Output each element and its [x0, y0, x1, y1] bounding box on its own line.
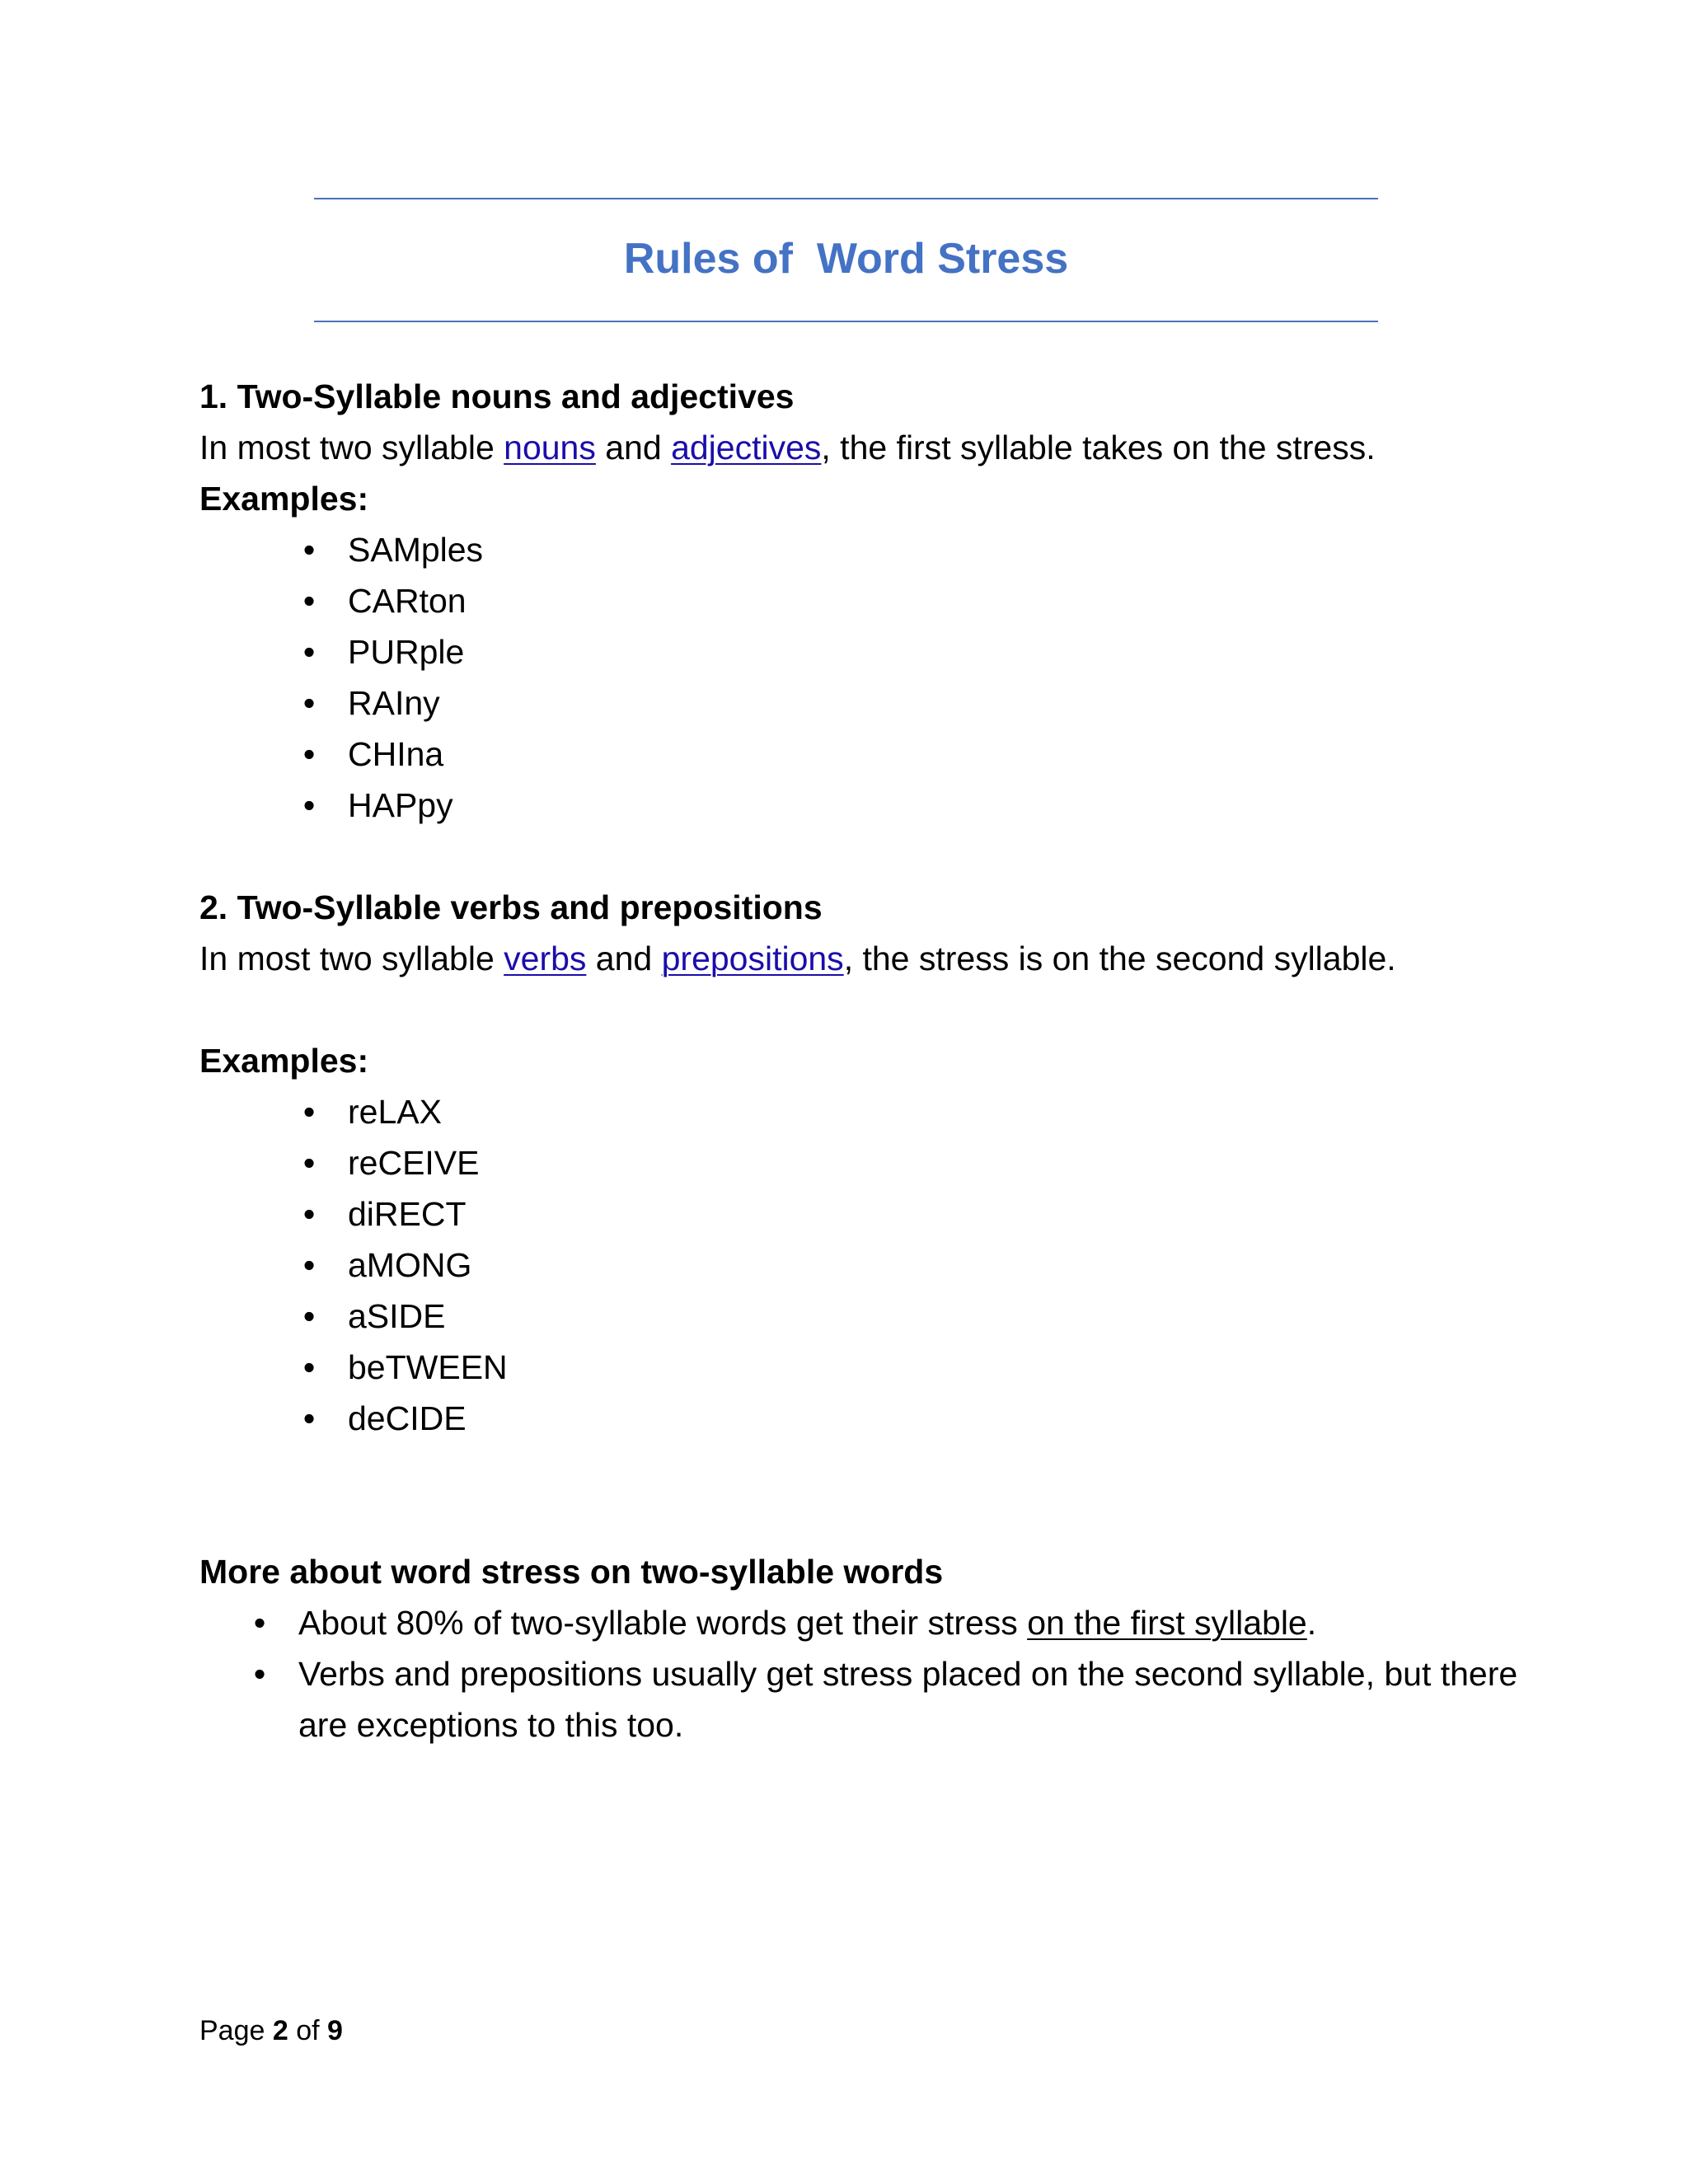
section2-text-before: In most two syllable — [199, 940, 504, 977]
list-item — [199, 1393, 1518, 1444]
bullet1-text-before: About 80% of two-syllable words get their stress — [298, 1604, 1028, 1642]
example-word: CARton — [348, 582, 467, 620]
bullet-icon: • — [302, 1144, 316, 1182]
footer-current-page: 2 — [272, 2015, 288, 2046]
section1-text-after: , the first syllable takes on the stress. — [821, 429, 1376, 466]
section2-heading: 2. Two-Syllable verbs and prepositions — [199, 888, 823, 926]
list-item — [199, 626, 1518, 677]
bullet-icon: • — [302, 1195, 316, 1233]
list-item — [199, 1240, 1518, 1291]
example-word: CHIna — [348, 735, 444, 773]
bullet-icon: • — [302, 1246, 316, 1284]
list-item — [199, 575, 1518, 626]
list-item — [199, 780, 1518, 831]
adjectives-link[interactable]: adjectives — [671, 429, 822, 466]
example-word: RAIny — [348, 684, 440, 722]
section2-examples-list — [199, 1086, 1518, 1444]
section2-examples-label: Examples: — [199, 1042, 369, 1080]
bullet-icon: • — [302, 531, 316, 569]
section2-text-mid: and — [586, 940, 662, 977]
nouns-link[interactable]: nouns — [504, 429, 596, 466]
spacer — [199, 984, 1518, 1035]
list-item — [199, 1648, 1535, 1750]
example-word: beTWEEN — [348, 1348, 508, 1386]
verbs-link[interactable]: verbs — [504, 940, 587, 977]
list-item — [199, 524, 1518, 575]
list-item — [199, 677, 1518, 729]
example-word: HAPpy — [348, 786, 453, 824]
document-body — [199, 371, 1518, 1750]
title-bottom-rule — [314, 321, 1378, 322]
section1-text-mid: and — [595, 429, 672, 466]
section1-examples-label: Examples: — [199, 480, 369, 518]
list-item — [199, 1342, 1518, 1393]
bullet2-text: Verbs and prepositions usually get stress placed on the second syllable, but there are exceptions to this too. — [298, 1655, 1518, 1744]
example-word: SAMples — [348, 531, 484, 569]
section1-examples-list — [199, 524, 1518, 831]
section1-text-before: In most two syllable — [199, 429, 504, 466]
section3-heading: More about word stress on two-syllable words — [199, 1553, 944, 1591]
bullet-icon: • — [253, 1604, 266, 1642]
bullet-icon: • — [302, 1297, 316, 1335]
list-item — [199, 1597, 1535, 1648]
list-item — [199, 729, 1518, 780]
first-syllable-link[interactable]: on the first syllable — [1027, 1604, 1307, 1642]
example-word: aMONG — [348, 1246, 472, 1284]
example-word: reCEIVE — [348, 1144, 480, 1182]
bullet-icon: • — [302, 786, 316, 824]
bullet-icon: • — [302, 582, 316, 620]
spacer — [199, 831, 1518, 882]
bullet-icon: • — [302, 1348, 316, 1386]
section1-paragraph — [199, 422, 1518, 473]
example-word: diRECT — [348, 1195, 467, 1233]
bullet-icon: • — [302, 735, 316, 773]
page-footer — [199, 2013, 343, 2049]
section2-paragraph — [199, 933, 1518, 984]
bullet-icon: • — [302, 1399, 316, 1437]
example-word: deCIDE — [348, 1399, 467, 1437]
bullet1-text-after: . — [1306, 1604, 1317, 1642]
prepositions-link[interactable]: prepositions — [661, 940, 844, 977]
footer-total-pages: 9 — [327, 2015, 343, 2046]
example-word: PURple — [348, 633, 465, 671]
list-item — [199, 1291, 1518, 1342]
bullet-icon: • — [302, 684, 316, 722]
bullet-icon: • — [302, 633, 316, 671]
title-top-rule — [314, 198, 1378, 199]
page-title: Rules of Word Stress — [623, 235, 1069, 283]
spacer — [199, 1444, 1518, 1546]
footer-of-word: of — [296, 2015, 320, 2046]
example-word: reLAX — [348, 1093, 442, 1131]
section1-heading: 1. Two-Syllable nouns and adjectives — [199, 377, 795, 415]
section2-text-after: , the stress is on the second syllable. — [843, 940, 1396, 977]
list-item — [199, 1188, 1518, 1240]
example-word: aSIDE — [348, 1297, 446, 1335]
bullet-icon: • — [302, 1093, 316, 1131]
list-item — [199, 1086, 1518, 1137]
list-item — [199, 1137, 1518, 1188]
section3-list — [199, 1597, 1518, 1750]
bullet-icon: • — [253, 1655, 266, 1693]
footer-page-word: Page — [199, 2015, 265, 2046]
